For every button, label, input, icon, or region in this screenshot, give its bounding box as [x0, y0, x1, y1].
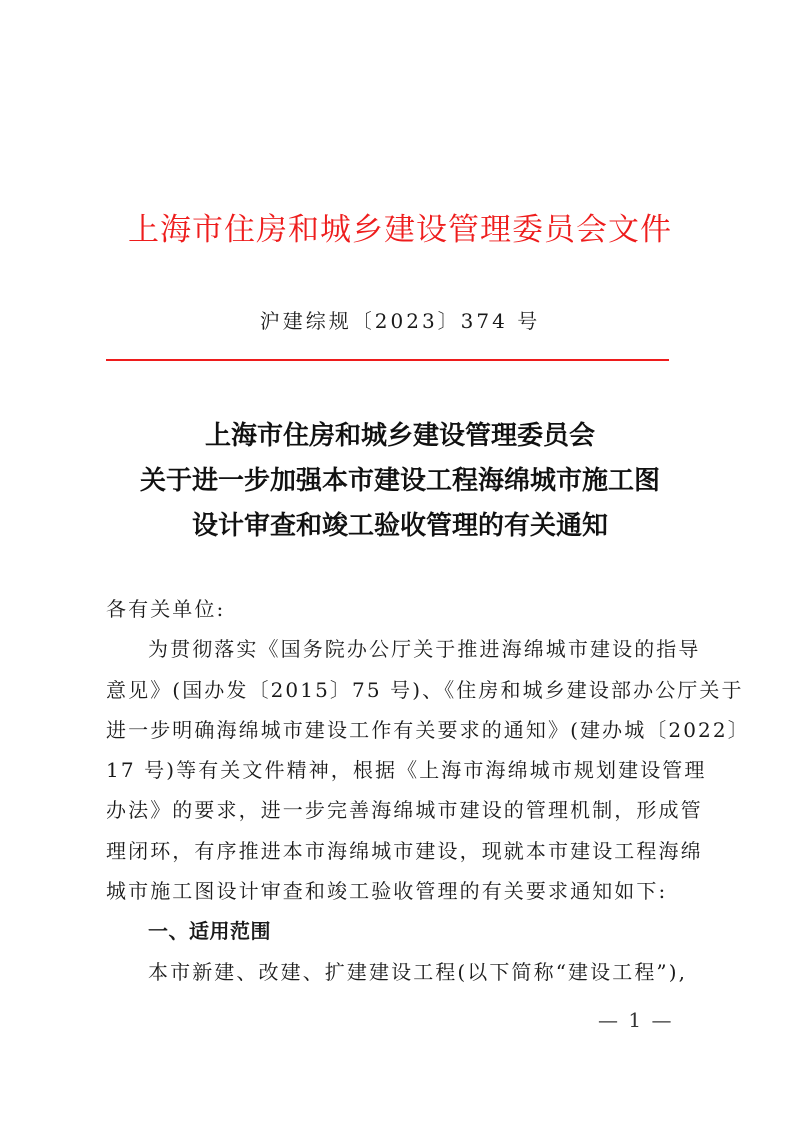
section-1-body	[106, 952, 694, 992]
document-number: 沪建综规〔2023〕374 号	[259, 309, 541, 333]
document-masthead: 上海市住房和城乡建设管理委员会文件	[128, 212, 672, 248]
page-number: — 1 —	[598, 1008, 674, 1032]
paragraph-line: 17 号)等有关文件精神，根据《上海市海绵城市规划建设管理	[106, 758, 707, 783]
document-title	[0, 414, 800, 549]
paragraph-line: 进一步明确海绵城市建设工作有关要求的通知》(建办城〔2022〕	[106, 717, 750, 742]
title-line: 关于进一步加强本市建设工程海绵城市施工图	[139, 466, 660, 496]
title-line: 设计审查和竣工验收管理的有关通知	[191, 511, 608, 541]
paragraph-1	[106, 629, 750, 911]
paragraph-line: 意见》(国办发〔2015〕75 号)、《住房和城乡建设部办公厅关于	[106, 677, 744, 702]
paragraph-line: 为贯彻落实《国务院办公厅关于推进海绵城市建设的指导	[148, 637, 701, 662]
paragraph-line: 城市施工图设计审查和竣工验收管理的有关要求通知如下:	[106, 879, 668, 904]
paragraph-line: 办法》的要求，进一步完善海绵城市建设的管理机制，形成管	[106, 798, 703, 823]
document-body	[106, 589, 750, 992]
salutation: 各有关单位:	[106, 597, 226, 621]
paragraph-line: 本市新建、改建、扩建建设工程(以下简称“建设工程”),	[148, 959, 688, 984]
paragraph-line: 理闭环，有序推进本市海绵城市建设，现就本市建设工程海绵	[106, 838, 703, 863]
section-heading: 一、适用范围	[148, 919, 271, 944]
title-line: 上海市住房和城乡建设管理委员会	[204, 421, 595, 451]
red-divider-rule	[106, 359, 669, 361]
